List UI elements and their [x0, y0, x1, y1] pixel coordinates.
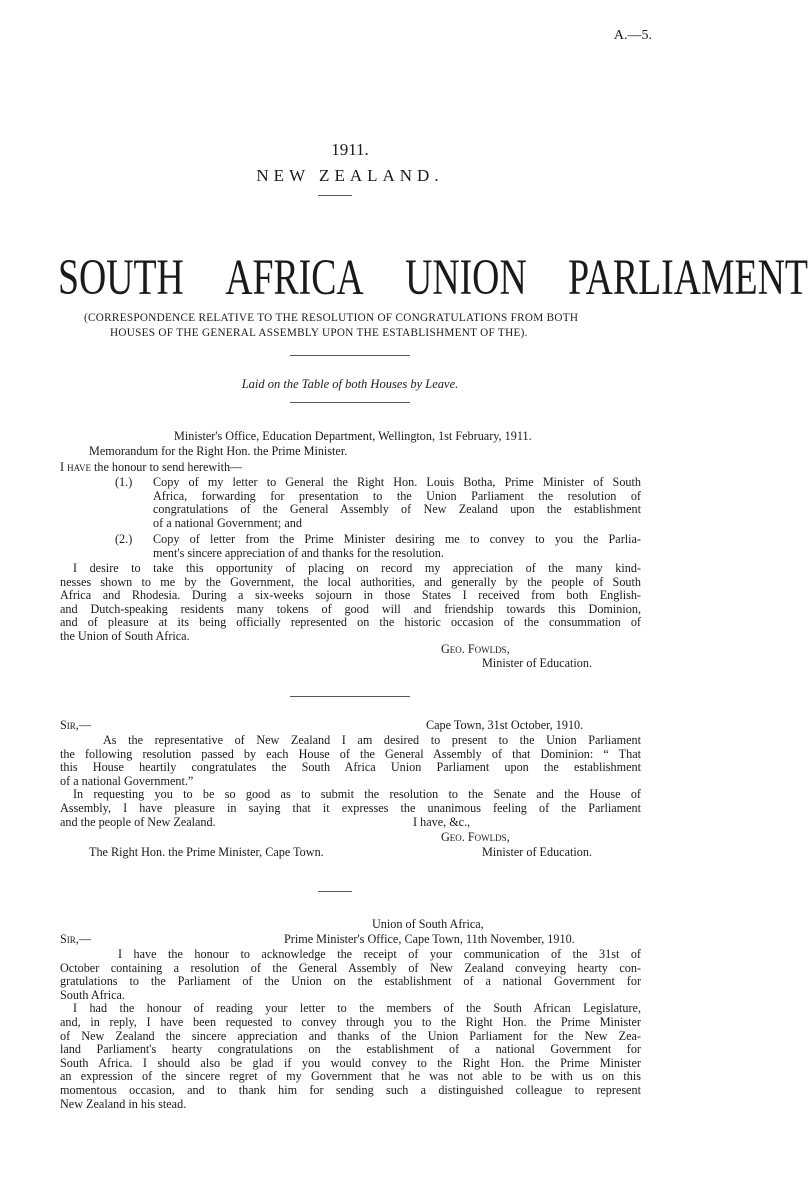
memo-signature: Geo. Fowlds, [441, 642, 510, 656]
title-word: UNION [405, 250, 527, 306]
text-line: I had the honour of reading your letter to the members of the South African Legislature, [73, 1001, 641, 1016]
page-reference: A.—5. [613, 28, 652, 43]
memo-addressee: Memorandum for the Right Hon. the Prime Minister. [89, 444, 348, 458]
text-line: land Parliament's hearty congratulations on the establishment of a national Government for [60, 1042, 641, 1057]
text-line: I have the honour to acknowledge the receipt of your communication of the 31st of [118, 947, 641, 961]
subtitle-line: (CORRESPONDENCE RELATIVE TO THE RESOLUTION OF CONGRATULATIONS FROM BOTH [84, 312, 579, 324]
letter1-body [60, 734, 641, 829]
document-title [58, 250, 808, 306]
text-line: South Africa. I should also be glad if you would convey to the Right Hon. the Prime Minister [60, 1055, 641, 1070]
text-line: of New Zealand the sincere appreciation and thanks of the Union Parliament for the New Zea- [60, 1028, 641, 1043]
text-line: and Dutch-speaking residents many tokens of good will and friendship towards this Dominion, [60, 601, 641, 616]
divider-rule [318, 195, 352, 196]
text-line: the Union of South Africa. [60, 628, 190, 643]
memo-signature-title: Minister of Education. [482, 656, 593, 670]
memo-item [153, 533, 641, 560]
memo-opening-prefix: I have [60, 460, 91, 474]
text-line: October containing a resolution of the General Assembly of New Zealand conveying hearty con- [60, 960, 641, 975]
text-line: of a national Government.” [60, 773, 194, 788]
text-line: of a national Government; and [153, 515, 302, 530]
text-line: and, in reply, I have been requested to convey through you to the Right Hon. the Prime Minister [60, 1014, 641, 1029]
document-subtitle [84, 311, 624, 341]
title-word: SOUTH [58, 250, 184, 306]
text-line: momentous occasion, and to thank him for sending such a distinguished colleague to represent [60, 1082, 641, 1097]
text-line: New Zealand in his stead. [60, 1096, 187, 1111]
text-line: the following resolution passed by each House of the General Assembly of that Dominion: “ That [60, 746, 641, 761]
memo-paragraph [60, 562, 641, 644]
laid-on-table-notice: Laid on the Table of both Houses by Leave. [241, 377, 459, 391]
memo-opening [60, 461, 242, 475]
text-line: Africa and Rhodesia. During a six-weeks sojourn in those States I received from both English- [60, 588, 641, 603]
memo-opening-text: the honour to send herewith— [90, 460, 243, 474]
letter1-place-date: Cape Town, 31st October, 1910. [426, 718, 584, 732]
title-word: PARLIAMENT [568, 250, 808, 306]
divider-rule [290, 696, 410, 697]
letter2-body [60, 948, 641, 1111]
text-line: In requesting you to be so good as to submit the resolution to the Senate and the House of [73, 787, 641, 802]
divider-rule [290, 402, 410, 403]
memo-item-number: (2.) [115, 532, 133, 546]
text-line: Assembly, I have pleasure in saying that it expresses the unanimous feeling of the Parliament [60, 800, 641, 815]
text-line: Copy of my letter to General the Right Hon. Louis Botha, Prime Minister of South [153, 475, 641, 489]
text-line: Copy of letter from the Prime Minister desiring me to convey to you the Parlia- [153, 532, 641, 546]
divider-rule [318, 891, 352, 892]
memo-item-number: (1.) [115, 475, 133, 489]
text-line: an expression of the sincere regret of my Government that he was not able to be with us on this [60, 1069, 641, 1084]
divider-rule [290, 355, 410, 356]
letter1-salutation: Sir,— [60, 718, 92, 732]
letter1-recipient: The Right Hon. the Prime Minister, Cape Town. [89, 845, 324, 859]
letter2-salutation: Sir,— [60, 932, 92, 946]
document-year: 1911. [331, 140, 369, 159]
text-line: I desire to take this opportunity of placing on record my appreciation of the many kind- [73, 561, 641, 575]
text-line: As the representative of New Zealand I am desired to present to the Union Parliament [103, 733, 641, 747]
country-heading: NEW ZEALAND. [256, 166, 444, 185]
text-line: South Africa. [60, 987, 125, 1002]
letter1-signature-title: Minister of Education. [482, 845, 593, 859]
memo-item [153, 476, 641, 530]
memo-origin: Minister's Office, Education Department, Wellington, 1st February, 1911. [174, 429, 532, 443]
letter2-place-date: Prime Minister's Office, Cape Town, 11th November, 1910. [284, 932, 575, 946]
letter1-close: I have, &c., [413, 814, 471, 829]
text-line: nesses shown to me by the Government, the local authorities, and generally by the people of South [60, 574, 641, 589]
subtitle-line: HOUSES OF THE GENERAL ASSEMBLY UPON THE ESTABLISHMENT OF THE). [110, 327, 528, 339]
letter1-closing-text: and the people of New Zealand. [60, 814, 216, 829]
text-line [60, 816, 641, 830]
text-line: congratulations of the General Assembly of New Zealand upon the establishment [153, 502, 641, 517]
text-line: gratulations to the Parliament of the Union on the establishment of a national Government for [60, 974, 641, 989]
letter2-origin: Union of South Africa, [372, 917, 484, 931]
text-line: this House heartily congratulates the South Africa Union Parliament upon the establishment [60, 760, 641, 775]
letter1-signature: Geo. Fowlds, [441, 830, 510, 844]
text-line: ment's sincere appreciation of and thanks for the resolution. [153, 545, 444, 560]
title-word: AFRICA [225, 250, 364, 306]
text-line: and of pleasure at its being officially represented on the historic occasion of the consummation of [60, 615, 641, 630]
text-line: Africa, forwarding for presentation to the Union Parliament the resolution of [153, 488, 641, 503]
